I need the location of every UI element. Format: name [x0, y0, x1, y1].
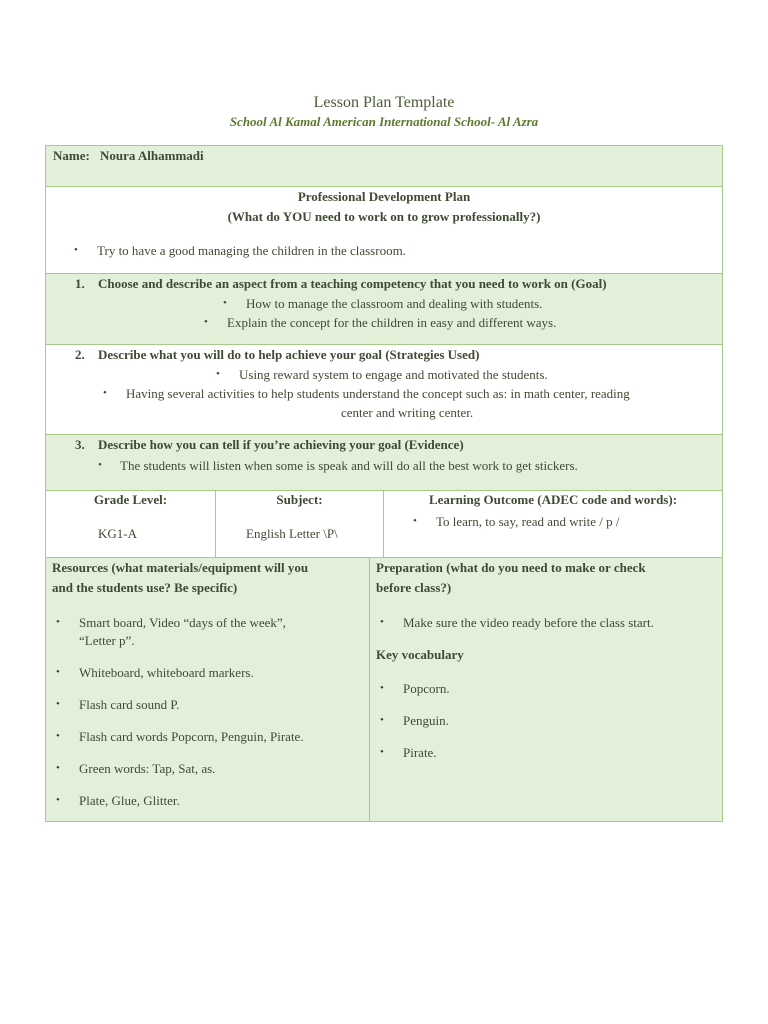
bullet-icon: • [380, 616, 384, 628]
strategies-bullet-1: Using reward system to engage and motivated the students. [239, 367, 548, 382]
preparation-cell [369, 557, 723, 822]
outcome-cell [383, 490, 723, 558]
evidence-section [45, 434, 723, 491]
strategies-bullet-2-line-2: center and writing center. [341, 405, 474, 420]
evidence-number: 3. [75, 437, 85, 452]
goal-section [45, 273, 723, 345]
bullet-icon: • [74, 244, 78, 256]
bullet-icon: • [380, 682, 384, 694]
subject-cell [215, 490, 384, 558]
resource-item: Green words: Tap, Sat, as. [79, 761, 216, 776]
strategies-heading: Describe what you will do to help achieve your goal (Strategies Used) [98, 347, 480, 362]
bullet-icon: • [56, 730, 60, 742]
goal-bullet-2: Explain the concept for the children in easy and different ways. [227, 315, 557, 330]
name-value: Noura Alhammadi [100, 148, 204, 163]
goal-heading: Choose and describe an aspect from a teaching competency that you need to work on (Goal) [98, 276, 607, 291]
subject-value: English Letter \P\ [246, 526, 338, 541]
resource-item: Flash card words Popcorn, Penguin, Pirate. [79, 729, 304, 744]
vocab-item: Penguin. [403, 713, 449, 728]
evidence-bullet: The students will listen when some is speak and will do all the best work to get stickers. [120, 458, 578, 473]
vocab-item: Pirate. [403, 745, 437, 760]
resources-heading-line-2: and the students use? Be specific) [52, 580, 238, 595]
preparation-heading-line-2: before class?) [376, 580, 452, 595]
bullet-icon: • [380, 746, 384, 758]
bullet-icon: • [216, 368, 220, 380]
resource-item-1-line-1: Smart board, Video “days of the week”, [79, 615, 286, 630]
resource-item: Flash card sound P. [79, 697, 180, 712]
resources-heading-line-1: Resources (what materials/equipment will you [52, 560, 309, 575]
bullet-icon: • [103, 387, 107, 399]
grade-label: Grade Level: [93, 492, 168, 507]
document-title: Lesson Plan Template [313, 94, 455, 111]
outcome-label: Learning Outcome (ADEC code and words): [428, 492, 678, 507]
goal-bullet-1: How to manage the classroom and dealing with students. [246, 296, 543, 311]
vocab-item: Popcorn. [403, 681, 450, 696]
strategies-number: 2. [75, 347, 85, 362]
bullet-icon: • [56, 794, 60, 806]
preparation-heading-line-1: Preparation (what do you need to make or check [376, 560, 646, 575]
bullet-icon: • [223, 297, 227, 309]
name-row [45, 145, 723, 187]
name-label: Name: [53, 148, 90, 163]
strategies-section [45, 344, 723, 435]
pd-plan-heading: Professional Development Plan [297, 189, 471, 204]
subject-label: Subject: [276, 492, 323, 507]
evidence-heading: Describe how you can tell if you’re achieving your goal (Evidence) [98, 437, 464, 452]
bullet-icon: • [56, 666, 60, 678]
bullet-icon: • [380, 714, 384, 726]
strategies-bullet-2-line-1: Having several activities to help students understand the concept such as: in math center, reading [126, 386, 630, 401]
bullet-icon: • [413, 515, 417, 527]
bullet-icon: • [56, 698, 60, 710]
school-name: School Al Kamal American International School- Al Azra [229, 114, 539, 129]
outcome-bullet: To learn, to say, read and write / p / [436, 514, 620, 529]
key-vocabulary-heading: Key vocabulary [376, 647, 464, 662]
pd-plan-bullet: Try to have a good managing the children in the classroom. [97, 243, 406, 258]
bullet-icon: • [56, 616, 60, 628]
bullet-icon: • [56, 762, 60, 774]
resource-item-1-line-2: “Letter p”. [79, 633, 135, 648]
resource-item: Whiteboard, whiteboard markers. [79, 665, 254, 680]
bullet-icon: • [204, 316, 208, 328]
pd-plan-section [45, 186, 723, 274]
resource-item: Plate, Glue, Glitter. [79, 793, 180, 808]
resources-cell [45, 557, 370, 822]
preparation-bullet: Make sure the video ready before the class start. [403, 615, 654, 630]
grade-cell [45, 490, 216, 558]
pd-plan-subheading: (What do YOU need to work on to grow professionally?) [227, 209, 541, 224]
goal-number: 1. [75, 276, 85, 291]
grade-value: KG1-A [98, 526, 137, 541]
bullet-icon: • [98, 459, 102, 471]
